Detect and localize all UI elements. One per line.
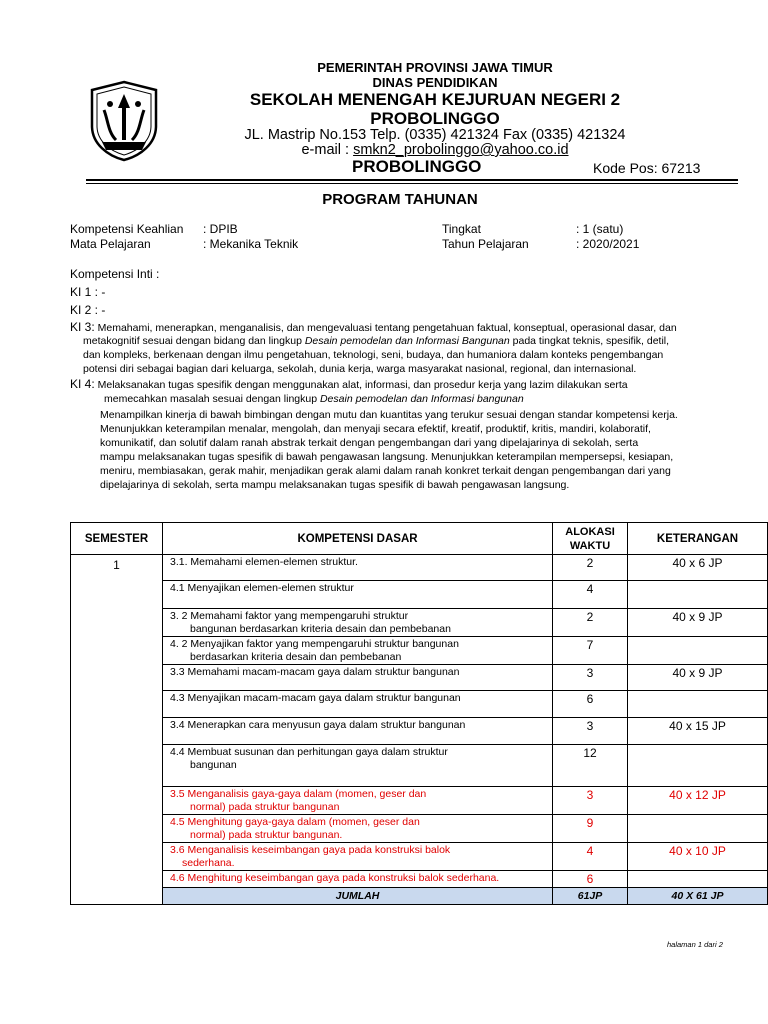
keterangan-cell: 40 x 6 JP bbox=[628, 555, 768, 581]
ki4-label: KI 4: bbox=[70, 377, 95, 391]
alokasi-cell: 2 bbox=[553, 609, 628, 637]
kompetensi-value: : DPIB bbox=[203, 222, 238, 236]
total-row bbox=[71, 888, 768, 905]
program-table bbox=[70, 522, 768, 905]
ki4-line-3: Menampilkan kinerja di bawah bimbingan dengan mutu dan kuantitas yang terukur sesuai dengan standar kompetensi kerja. bbox=[100, 409, 678, 421]
table-row bbox=[71, 609, 768, 637]
table-row bbox=[71, 691, 768, 718]
tingkat-value: : 1 (satu) bbox=[576, 222, 624, 236]
header-divider-thick bbox=[86, 179, 738, 181]
ki3-line-3: dan kompleks, berkenaan dengan ilmu pengetahuan, teknologi, seni, budaya, dan humaniora dalam konteks pengembangan bbox=[83, 349, 664, 361]
tingkat-label: Tingkat bbox=[442, 222, 481, 236]
header-agency-line: DINAS PENDIDIKAN bbox=[372, 75, 498, 90]
keterangan-cell bbox=[628, 581, 768, 609]
kd-cell: 4.3 Menyajikan macam-macam gaya dalam struktur bangunan bbox=[163, 691, 553, 718]
tahun-value: : 2020/2021 bbox=[576, 237, 640, 251]
keterangan-cell: 40 x 10 JP bbox=[628, 843, 768, 871]
kompetensi-label: Kompetensi Keahlian bbox=[70, 222, 184, 236]
keterangan-cell: 40 x 15 JP bbox=[628, 718, 768, 745]
alokasi-cell: 6 bbox=[553, 691, 628, 718]
total-alokasi: 61JP bbox=[553, 888, 628, 905]
ki4-line-2: memecahkan masalah sesuai dengan lingkup Desain pemodelan dan Informasi bangunan bbox=[104, 393, 524, 405]
ki4-line-5: komunikatif, dan solutif dalam ranah abstrak terkait dengan pengembangan dari yang dipelajarinya di sekolah, serta bbox=[100, 437, 639, 449]
ki3-line-2: metakognitif sesuai dengan bidang dan lingkup Desain pemodelan dan Informasi Bangunan pada tingkat teknis, spesifik, detil, bbox=[83, 335, 670, 347]
col-header-semester: SEMESTER bbox=[71, 523, 163, 555]
keterangan-cell: 40 x 9 JP bbox=[628, 665, 768, 691]
ki3-line-1: KI 3: Memahami, menerapkan, menganalisis, dan mengevaluasi tentang pengetahuan faktual, konseptual, operasional dasar, dan bbox=[70, 320, 677, 334]
table-row bbox=[71, 815, 768, 843]
keterangan-cell bbox=[628, 691, 768, 718]
ki-heading: Kompetensi Inti : bbox=[70, 267, 160, 281]
table-row bbox=[71, 637, 768, 665]
table-header-row bbox=[71, 523, 768, 555]
header-city: PROBOLINGGO bbox=[352, 157, 482, 176]
keterangan-cell bbox=[628, 637, 768, 665]
header-address: JL. Mastrip No.153 Telp. (0335) 421324 Fax (0335) 421324 bbox=[244, 127, 626, 143]
ki4-line-7: meniru, membiasakan, gerak mahir, menjadikan gerak alami dalam ranah konkret terkait dengan pengembangan dari yang bbox=[100, 465, 671, 477]
header-divider-thin bbox=[86, 183, 738, 184]
alokasi-cell: 9 bbox=[553, 815, 628, 843]
header-postal-code: Kode Pos: 67213 bbox=[593, 160, 701, 176]
alokasi-cell: 7 bbox=[553, 637, 628, 665]
keterangan-cell bbox=[628, 745, 768, 787]
email-label: e-mail : bbox=[301, 142, 354, 158]
total-keterangan: 40 X 61 JP bbox=[628, 888, 768, 905]
header-school-name: SEKOLAH MENENGAH KEJURUAN NEGERI 2 bbox=[249, 90, 621, 109]
ki3-line-4: potensi diri sebagai bagian dari keluarga, sekolah, dunia kerja, warga masyarakat nasional, regional, dan internasional. bbox=[83, 363, 637, 375]
table-row bbox=[71, 745, 768, 787]
kd-cell: 4. 2 Menyajikan faktor yang mempengaruhi struktur bangunan berdasarkan kriteria desain dan pembebanan bbox=[163, 637, 553, 665]
table-row bbox=[71, 718, 768, 745]
kd-cell: 3.5 Menganalisis gaya-gaya dalam (momen, geser dan normal) pada struktur bangunan bbox=[163, 787, 553, 815]
kd-cell: 3.3 Memahami macam-macam gaya dalam struktur bangunan bbox=[163, 665, 553, 691]
page-title: PROGRAM TAHUNAN bbox=[322, 191, 478, 208]
table-row bbox=[71, 787, 768, 815]
keterangan-cell bbox=[628, 815, 768, 843]
ki4-line-1: KI 4: Melaksanakan tugas spesifik dengan menggunakan alat, informasi, dan prosedur kerja yang lazim dilakukan serta bbox=[70, 377, 628, 391]
table-row bbox=[71, 843, 768, 871]
alokasi-cell: 6 bbox=[553, 871, 628, 888]
col-header-keterangan: KETERANGAN bbox=[628, 523, 768, 555]
kd-cell: 4.6 Menghitung keseimbangan gaya pada konstruksi balok sederhana. bbox=[163, 871, 553, 888]
keterangan-cell: 40 x 12 JP bbox=[628, 787, 768, 815]
table-row bbox=[71, 871, 768, 888]
table-row bbox=[71, 581, 768, 609]
ki3-label: KI 3: bbox=[70, 320, 95, 334]
keterangan-cell: 40 x 9 JP bbox=[628, 609, 768, 637]
alokasi-cell: 12 bbox=[553, 745, 628, 787]
header-school-city: PROBOLINGGO bbox=[370, 109, 500, 128]
ki4-line-4: Menunjukkan keterampilan menalar, mengolah, dan menyaji secara efektif, kreatif, produktif, kritis, mandiri, kolaboratif, bbox=[100, 423, 651, 435]
alokasi-cell: 3 bbox=[553, 665, 628, 691]
alokasi-cell: 3 bbox=[553, 718, 628, 745]
kd-cell: 3. 2 Memahami faktor yang mempengaruhi struktur bangunan berdasarkan kriteria desain dan pembebanan bbox=[163, 609, 553, 637]
header-government-line: PEMERINTAH PROVINSI JAWA TIMUR bbox=[317, 60, 553, 75]
alokasi-cell: 4 bbox=[553, 843, 628, 871]
total-label: JUMLAH bbox=[163, 888, 553, 905]
ki4-line-8: dipelajarinya di sekolah, serta mampu melaksanakan tugas spesifik di bawah pengawasan langsung. bbox=[100, 479, 570, 491]
table-row bbox=[71, 665, 768, 691]
tahun-label: Tahun Pelajaran bbox=[442, 237, 529, 251]
kd-cell: 4.4 Membuat susunan dan perhitungan gaya dalam struktur bangunan bbox=[163, 745, 553, 787]
alokasi-cell: 4 bbox=[553, 581, 628, 609]
page-number: halaman 1 dari 2 bbox=[667, 940, 723, 949]
kd-cell: 3.6 Menganalisis keseimbangan gaya pada konstruksi balok sederhana. bbox=[163, 843, 553, 871]
total-blank-cell bbox=[71, 888, 163, 905]
keterangan-cell bbox=[628, 871, 768, 888]
ki2: KI 2 : - bbox=[70, 303, 106, 317]
mapel-value: : Mekanika Teknik bbox=[203, 237, 299, 251]
email-link[interactable]: smkn2_probolinggo@yahoo.co.id bbox=[353, 142, 569, 158]
mapel-label: Mata Pelajaran bbox=[70, 237, 151, 251]
kd-cell: 3.1. Memahami elemen-elemen struktur. bbox=[163, 555, 553, 581]
ki1: KI 1 : - bbox=[70, 285, 106, 299]
kd-cell: 3.4 Menerapkan cara menyusun gaya dalam struktur bangunan bbox=[163, 718, 553, 745]
east-java-crest-logo bbox=[86, 80, 162, 162]
semester-cell: 1 bbox=[71, 555, 163, 888]
ki4-line-6: mampu melaksanakan tugas spesifik di bawah pengawasan langsung. Menunjukkan keterampilan mempersepsi, kesiapan, bbox=[100, 451, 674, 463]
alokasi-cell: 2 bbox=[553, 555, 628, 581]
alokasi-cell: 3 bbox=[553, 787, 628, 815]
col-header-kd: KOMPETENSI DASAR bbox=[163, 523, 553, 555]
col-header-alokasi: ALOKASI WAKTU bbox=[553, 523, 628, 555]
header-email-line bbox=[170, 142, 700, 158]
table-row bbox=[71, 555, 768, 581]
kd-cell: 4.5 Menghitung gaya-gaya dalam (momen, geser dan normal) pada struktur bangunan. bbox=[163, 815, 553, 843]
kd-cell: 4.1 Menyajikan elemen-elemen struktur bbox=[163, 581, 553, 609]
